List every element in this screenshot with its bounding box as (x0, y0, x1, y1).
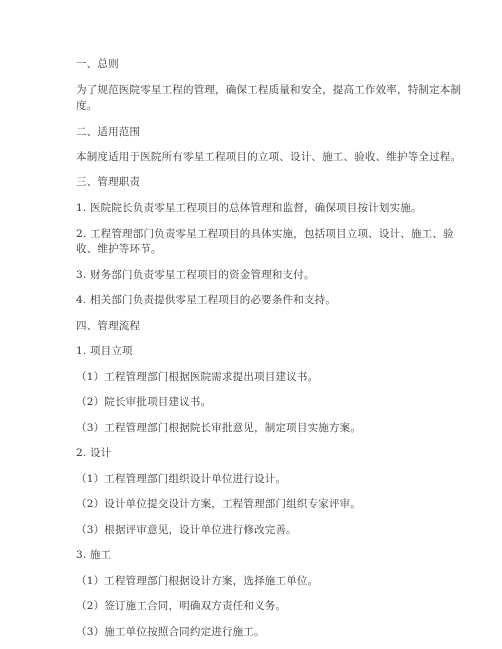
process-substep: （2）院长审批项目建议书。 (76, 396, 212, 408)
responsibility-item-4: 4. 相关部门负责提供零星工程项目的必要条件和支持。 (76, 294, 337, 306)
heading-responsibilities: 三、管理职责 (76, 176, 141, 188)
process-substep: （1）工程管理部门根据医院需求提出项目建议书。 (76, 371, 319, 383)
process-substep: （1）工程管理部门组织设计单位进行设计。 (76, 473, 287, 485)
responsibility-item-2: 2. 工程管理部门负责零星工程项目的具体实施，包括项目立项、设计、施工、验 (76, 228, 454, 240)
process-step-construction: 3. 施工 (76, 549, 112, 561)
responsibility-item-3: 3. 财务部门负责零星工程项目的资金管理和支付。 (76, 269, 315, 281)
paragraph-purpose: 为了规范医院零星工程的管理，确保工程质量和安全，提高工作效率，特制定本制 (76, 84, 462, 96)
process-substep: （2）签订施工合同，明确双方责任和义务。 (76, 600, 287, 612)
responsibility-item-2-cont: 收、维护等环节。 (76, 243, 162, 255)
paragraph-scope: 本制度适用于医院所有零星工程项目的立项、设计、施工、验收、维护等全过程。 (76, 151, 462, 163)
process-substep: （3）根据评审意见，设计单位进行修改完善。 (76, 524, 297, 536)
process-substep: （2）设计单位提交设计方案，工程管理部门组织专家评审。 (76, 498, 362, 510)
process-substep: （1）工程管理部门根据设计方案，选择施工单位。 (76, 575, 319, 587)
process-step-design: 2. 设计 (76, 447, 112, 459)
paragraph-purpose-cont: 度。 (76, 100, 98, 112)
process-substep: （3）工程管理部门根据院长审批意见，制定项目实施方案。 (76, 422, 362, 434)
heading-scope: 二、适用范围 (76, 126, 141, 138)
responsibility-item-1: 1. 医院院长负责零星工程项目的总体管理和监督，确保项目按计划实施。 (76, 202, 422, 214)
heading-general: 一、总则 (76, 58, 119, 70)
process-substep: （3）施工单位按照合同约定进行施工。 (76, 626, 265, 638)
process-step-project-approval: 1. 项目立项 (76, 345, 133, 357)
heading-process: 四、管理流程 (76, 320, 141, 332)
